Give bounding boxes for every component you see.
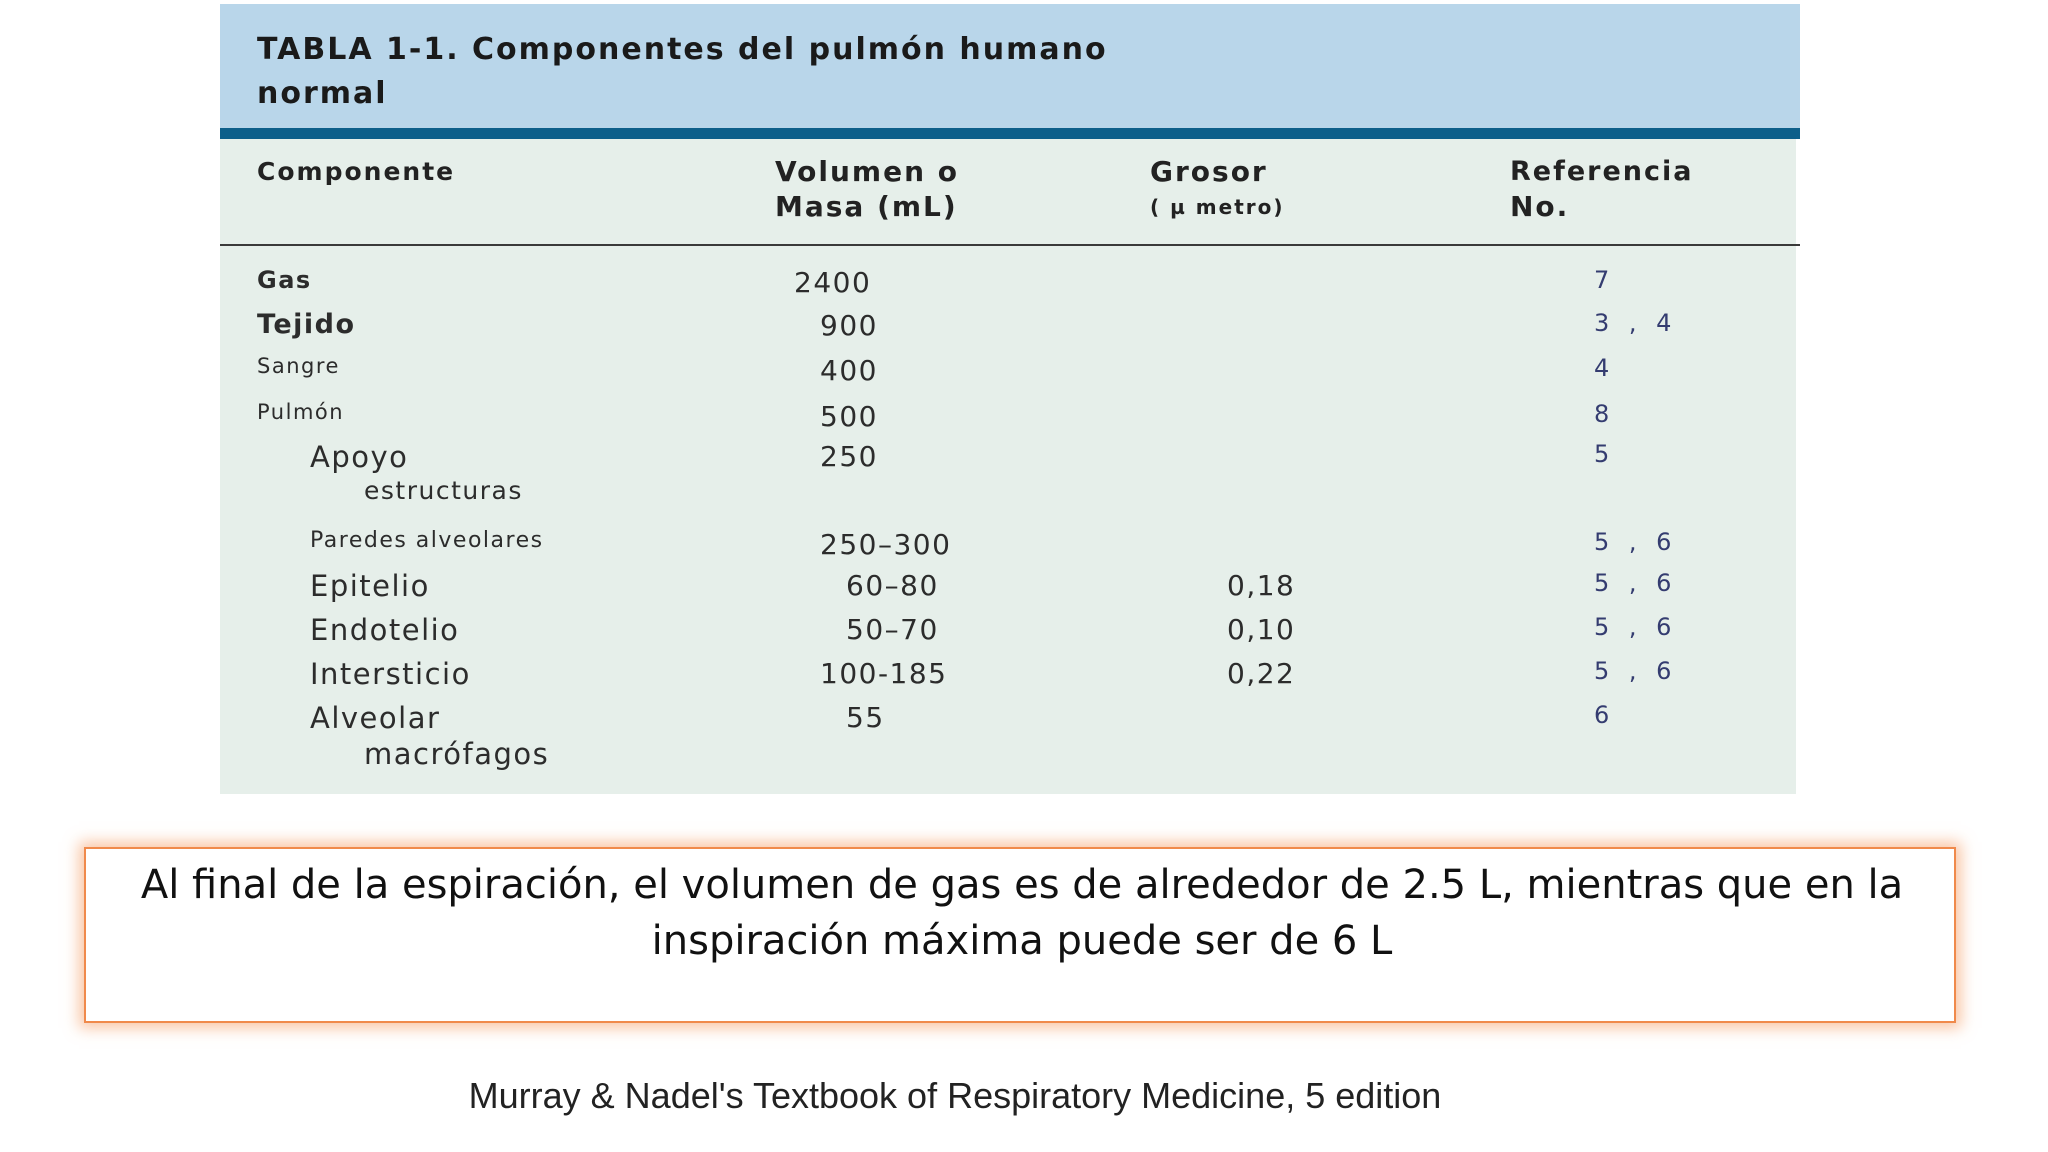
- table-row: [220, 400, 1800, 440]
- column-header-reference: [1510, 154, 1694, 224]
- cell-component-sub: macrófagos: [364, 737, 550, 771]
- cell-component-sub: estructuras: [364, 476, 523, 505]
- column-header-volume-line2: Masa (mL): [775, 190, 958, 223]
- cell-reference: 8: [1594, 400, 1616, 428]
- table-row: [220, 309, 1800, 349]
- citation-text: Murray & Nadel's Textbook of Respiratory Medicine, 5 edition: [468, 1075, 1442, 1116]
- cell-volume: 250: [820, 440, 878, 473]
- table-row: [220, 528, 1800, 568]
- cell-component-main: Alveolar: [310, 701, 441, 735]
- cell-volume: 60–80: [846, 569, 939, 602]
- cell-reference: 5 , 6: [1594, 569, 1678, 597]
- cell-volume: 100-185: [820, 657, 948, 690]
- table-row: [220, 440, 1800, 520]
- table-row: [220, 354, 1800, 394]
- column-header-thickness-line2: ( µ metro): [1150, 195, 1285, 219]
- cell-component: Gas: [257, 266, 312, 294]
- lung-components-table: [220, 4, 1796, 794]
- cell-component: Tejido: [257, 309, 356, 340]
- cell-component: Epitelio: [310, 569, 430, 603]
- table-row: [220, 613, 1800, 653]
- cell-thickness: 0,10: [1227, 613, 1296, 646]
- cell-component: Sangre: [257, 354, 340, 378]
- note-text: Al final de la espiración, el volumen de gas es de alrededor de 2.5 L, mientras que en la inspiración máxima puede ser de 6 L: [140, 862, 1904, 964]
- cell-reference: 6: [1594, 701, 1616, 729]
- column-header-volume: [775, 154, 959, 224]
- table-title: [257, 28, 1357, 116]
- cell-reference: 7: [1594, 266, 1616, 294]
- cell-reference: 5 , 6: [1594, 613, 1678, 641]
- cell-reference: 4: [1594, 354, 1616, 382]
- column-header-rule: [220, 244, 1800, 246]
- cell-thickness: 0,18: [1227, 569, 1296, 602]
- cell-component: Pulmón: [257, 400, 345, 424]
- cell-reference: 5 , 6: [1594, 657, 1678, 685]
- cell-volume: 250–300: [820, 528, 952, 561]
- column-header-component-label: Componente: [257, 157, 456, 186]
- column-header-reference-line1: Referencia: [1510, 156, 1694, 187]
- cell-thickness: 0,22: [1227, 657, 1296, 690]
- note-callout-box: [84, 847, 1956, 1023]
- cell-component: Endotelio: [310, 613, 460, 647]
- cell-component-main: Apoyo: [310, 440, 409, 474]
- column-header-reference-line2: No.: [1510, 190, 1570, 223]
- column-header-component: [257, 154, 455, 190]
- table-header-band: [220, 4, 1800, 128]
- cell-component: [310, 440, 523, 505]
- cell-reference: 3 , 4: [1594, 309, 1678, 337]
- cell-volume: 50–70: [846, 613, 939, 646]
- header-rule: [220, 128, 1800, 139]
- column-header-thickness: [1150, 154, 1285, 224]
- column-header-thickness-line1: Grosor: [1150, 155, 1268, 188]
- cell-volume: 400: [820, 354, 878, 387]
- cell-reference: 5 , 6: [1594, 528, 1678, 556]
- table-title-line1: TABLA 1-1. Componentes del pulmón humano: [257, 32, 1108, 67]
- cell-volume: 500: [820, 400, 878, 433]
- table-row: [220, 701, 1800, 781]
- cell-reference: 5: [1594, 440, 1616, 468]
- column-header-volume-line1: Volumen o: [775, 155, 959, 188]
- cell-component: Intersticio: [310, 657, 471, 691]
- cell-volume: 2400: [794, 266, 872, 299]
- cell-component: Paredes alveolares: [310, 528, 544, 553]
- table-row: [220, 266, 1800, 306]
- table-row: [220, 657, 1800, 697]
- table-row: [220, 569, 1800, 609]
- cell-volume: 900: [820, 309, 878, 342]
- cell-component: [310, 701, 549, 771]
- table-title-line2: normal: [257, 76, 388, 111]
- cell-volume: 55: [846, 701, 885, 734]
